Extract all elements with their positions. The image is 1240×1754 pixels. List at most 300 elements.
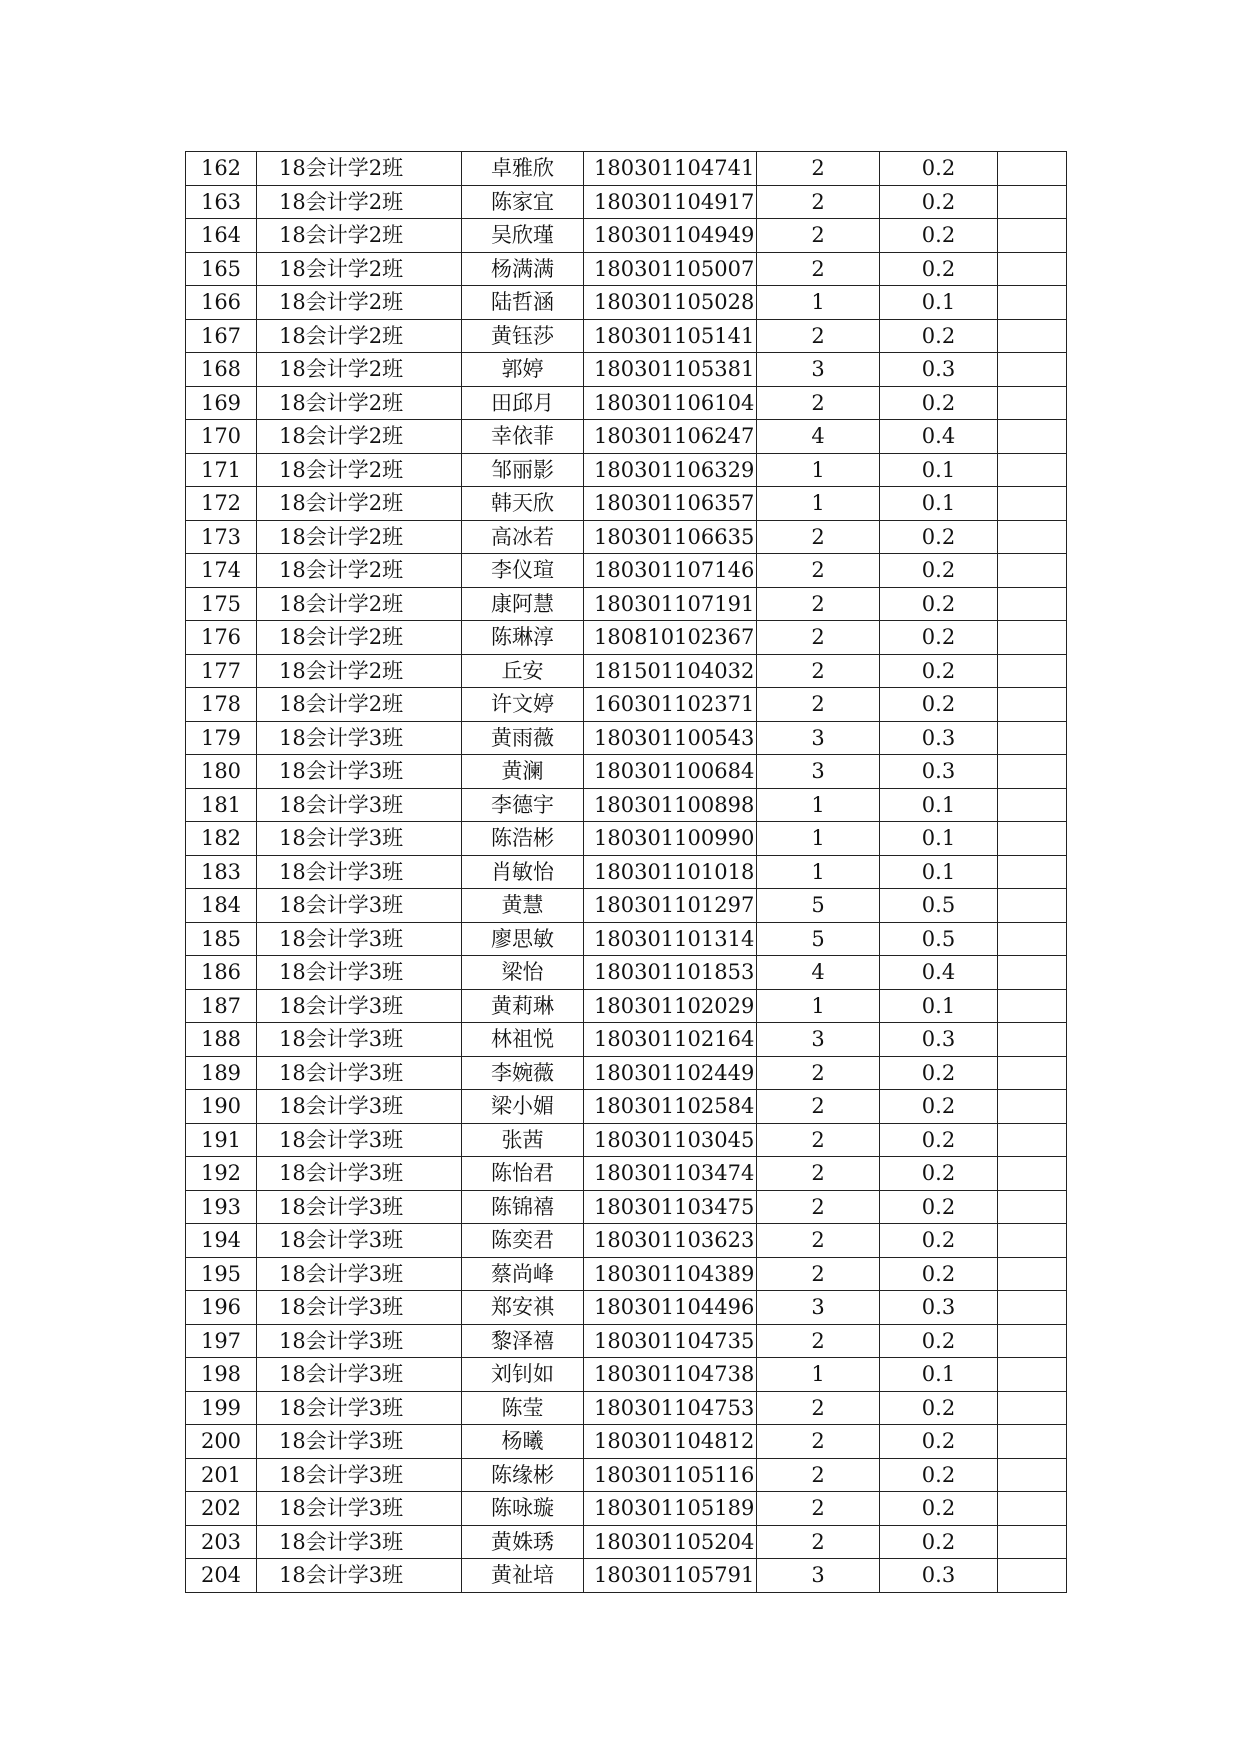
table-row [186,989,1067,1023]
student-id-cell: 180301102449 [584,1056,757,1090]
table-row [186,956,1067,990]
score-cell: 0.2 [880,587,998,621]
score-cell: 0.2 [880,152,998,186]
table-row [186,1023,1067,1057]
class-cell: 18会计学3班 [257,721,462,755]
student-id-cell: 180301107191 [584,587,757,621]
count-cell: 2 [757,1123,880,1157]
table-row [186,420,1067,454]
class-cell: 18会计学3班 [257,1023,462,1057]
count-cell: 2 [757,1257,880,1291]
class-cell: 18会计学2班 [257,319,462,353]
score-cell: 0.1 [880,788,998,822]
row-number-cell: 164 [186,219,257,253]
student-name-cell: 陈家宜 [462,185,584,219]
student-name-cell: 黄祉培 [462,1559,584,1593]
student-id-cell: 180301103474 [584,1157,757,1191]
student-name-cell: 陈浩彬 [462,822,584,856]
score-cell: 0.1 [880,1358,998,1392]
table-row [186,1425,1067,1459]
student-id-cell: 180301102029 [584,989,757,1023]
student-name-cell: 梁怡 [462,956,584,990]
score-cell: 0.1 [880,822,998,856]
table-row [186,1123,1067,1157]
note-cell [998,1559,1067,1593]
student-id-cell: 180301104389 [584,1257,757,1291]
note-cell [998,1425,1067,1459]
note-cell [998,554,1067,588]
student-id-cell: 180301104753 [584,1391,757,1425]
count-cell: 2 [757,587,880,621]
note-cell [998,219,1067,253]
class-cell: 18会计学3班 [257,1559,462,1593]
score-cell: 0.1 [880,453,998,487]
row-number-cell: 181 [186,788,257,822]
note-cell [998,755,1067,789]
class-cell: 18会计学2班 [257,688,462,722]
table-row [186,1224,1067,1258]
score-cell: 0.2 [880,1190,998,1224]
row-number-cell: 174 [186,554,257,588]
class-cell: 18会计学2班 [257,353,462,387]
note-cell [998,386,1067,420]
student-name-cell: 廖思敏 [462,922,584,956]
table-row [186,654,1067,688]
student-id-cell: 180301105028 [584,286,757,320]
student-name-cell: 郭婷 [462,353,584,387]
class-cell: 18会计学2班 [257,487,462,521]
count-cell: 3 [757,1559,880,1593]
student-name-cell: 刘钊如 [462,1358,584,1392]
student-name-cell: 陈莹 [462,1391,584,1425]
student-name-cell: 卓雅欣 [462,152,584,186]
count-cell: 4 [757,420,880,454]
score-cell: 0.2 [880,252,998,286]
score-cell: 0.2 [880,1492,998,1526]
note-cell [998,621,1067,655]
note-cell [998,1056,1067,1090]
row-number-cell: 175 [186,587,257,621]
table-row [186,621,1067,655]
score-cell: 0.2 [880,1224,998,1258]
row-number-cell: 189 [186,1056,257,1090]
table-row [186,487,1067,521]
note-cell [998,822,1067,856]
table-row [186,1391,1067,1425]
student-id-cell: 180301104949 [584,219,757,253]
count-cell: 2 [757,654,880,688]
note-cell [998,889,1067,923]
row-number-cell: 167 [186,319,257,353]
note-cell [998,1257,1067,1291]
score-cell: 0.5 [880,922,998,956]
count-cell: 2 [757,1492,880,1526]
student-id-cell: 180301105141 [584,319,757,353]
count-cell: 3 [757,1023,880,1057]
student-id-cell: 180301106329 [584,453,757,487]
note-cell [998,1090,1067,1124]
count-cell: 1 [757,989,880,1023]
student-id-cell: 180301105116 [584,1458,757,1492]
student-id-cell: 180301103623 [584,1224,757,1258]
table-row [186,286,1067,320]
table-row [186,353,1067,387]
score-cell: 0.2 [880,1090,998,1124]
score-cell: 0.1 [880,487,998,521]
class-cell: 18会计学2班 [257,520,462,554]
row-number-cell: 168 [186,353,257,387]
row-number-cell: 169 [186,386,257,420]
row-number-cell: 194 [186,1224,257,1258]
note-cell [998,855,1067,889]
row-number-cell: 190 [186,1090,257,1124]
note-cell [998,1358,1067,1392]
row-number-cell: 166 [186,286,257,320]
student-id-cell: 180301105189 [584,1492,757,1526]
student-name-cell: 陆哲涵 [462,286,584,320]
class-cell: 18会计学3班 [257,1224,462,1258]
note-cell [998,721,1067,755]
note-cell [998,1291,1067,1325]
note-cell [998,1525,1067,1559]
note-cell [998,1492,1067,1526]
score-cell: 0.1 [880,855,998,889]
roster-body [186,152,1067,1593]
note-cell [998,788,1067,822]
student-name-cell: 许文婷 [462,688,584,722]
student-name-cell: 林祖悦 [462,1023,584,1057]
student-name-cell: 康阿慧 [462,587,584,621]
student-id-cell: 180301102164 [584,1023,757,1057]
table-row [186,319,1067,353]
row-number-cell: 173 [186,520,257,554]
count-cell: 3 [757,755,880,789]
student-id-cell: 180301104917 [584,185,757,219]
row-number-cell: 192 [186,1157,257,1191]
student-id-cell: 180301105381 [584,353,757,387]
student-id-cell: 180301106104 [584,386,757,420]
student-name-cell: 黄钰莎 [462,319,584,353]
student-name-cell: 陈奕君 [462,1224,584,1258]
row-number-cell: 196 [186,1291,257,1325]
count-cell: 2 [757,219,880,253]
student-name-cell: 张茜 [462,1123,584,1157]
count-cell: 2 [757,319,880,353]
count-cell: 1 [757,453,880,487]
row-number-cell: 186 [186,956,257,990]
student-name-cell: 丘安 [462,654,584,688]
count-cell: 3 [757,721,880,755]
table-row [186,1056,1067,1090]
class-cell: 18会计学3班 [257,1123,462,1157]
note-cell [998,1123,1067,1157]
student-name-cell: 杨满满 [462,252,584,286]
class-cell: 18会计学2班 [257,587,462,621]
class-cell: 18会计学3班 [257,788,462,822]
student-id-cell: 180301101853 [584,956,757,990]
student-name-cell: 黄慧 [462,889,584,923]
class-cell: 18会计学3班 [257,1525,462,1559]
count-cell: 3 [757,353,880,387]
student-name-cell: 李德宇 [462,788,584,822]
count-cell: 1 [757,286,880,320]
note-cell [998,487,1067,521]
score-cell: 0.2 [880,554,998,588]
score-cell: 0.1 [880,989,998,1023]
count-cell: 2 [757,688,880,722]
row-number-cell: 179 [186,721,257,755]
table-row [186,688,1067,722]
student-id-cell: 180301100543 [584,721,757,755]
count-cell: 1 [757,822,880,856]
note-cell [998,688,1067,722]
score-cell: 0.2 [880,1324,998,1358]
count-cell: 2 [757,1056,880,1090]
table-row [186,520,1067,554]
count-cell: 2 [757,185,880,219]
note-cell [998,286,1067,320]
class-cell: 18会计学2班 [257,554,462,588]
student-id-cell: 180301105204 [584,1525,757,1559]
row-number-cell: 187 [186,989,257,1023]
student-name-cell: 邹丽影 [462,453,584,487]
student-name-cell: 郑安祺 [462,1291,584,1325]
class-cell: 18会计学2班 [257,185,462,219]
student-id-cell: 180301103045 [584,1123,757,1157]
student-id-cell: 181501104032 [584,654,757,688]
class-cell: 18会计学2班 [257,386,462,420]
note-cell [998,956,1067,990]
table-row [186,252,1067,286]
score-cell: 0.4 [880,956,998,990]
score-cell: 0.2 [880,1157,998,1191]
table-row [186,1358,1067,1392]
student-id-cell: 180301104738 [584,1358,757,1392]
score-cell: 0.2 [880,1056,998,1090]
student-id-cell: 180301104812 [584,1425,757,1459]
count-cell: 5 [757,889,880,923]
student-name-cell: 陈缘彬 [462,1458,584,1492]
table-row [186,185,1067,219]
table-row [186,554,1067,588]
row-number-cell: 201 [186,1458,257,1492]
class-cell: 18会计学3班 [257,1358,462,1392]
student-name-cell: 陈琳淳 [462,621,584,655]
class-cell: 18会计学2班 [257,453,462,487]
count-cell: 2 [757,1391,880,1425]
student-id-cell: 180301106635 [584,520,757,554]
roster-table [185,151,1067,1593]
score-cell: 0.2 [880,520,998,554]
row-number-cell: 170 [186,420,257,454]
row-number-cell: 180 [186,755,257,789]
count-cell: 5 [757,922,880,956]
score-cell: 0.2 [880,1123,998,1157]
row-number-cell: 176 [186,621,257,655]
score-cell: 0.1 [880,286,998,320]
score-cell: 0.2 [880,1391,998,1425]
note-cell [998,319,1067,353]
student-name-cell: 黎泽禧 [462,1324,584,1358]
score-cell: 0.3 [880,1559,998,1593]
student-name-cell: 幸依菲 [462,420,584,454]
row-number-cell: 171 [186,453,257,487]
row-number-cell: 183 [186,855,257,889]
student-name-cell: 肖敏怡 [462,855,584,889]
student-name-cell: 杨曦 [462,1425,584,1459]
table-row [186,855,1067,889]
row-number-cell: 177 [186,654,257,688]
count-cell: 2 [757,252,880,286]
score-cell: 0.2 [880,1458,998,1492]
row-number-cell: 163 [186,185,257,219]
row-number-cell: 184 [186,889,257,923]
student-name-cell: 黄澜 [462,755,584,789]
table-row [186,1559,1067,1593]
student-id-cell: 180301105007 [584,252,757,286]
student-id-cell: 180301104496 [584,1291,757,1325]
class-cell: 18会计学3班 [257,922,462,956]
note-cell [998,185,1067,219]
class-cell: 18会计学3班 [257,822,462,856]
score-cell: 0.3 [880,1023,998,1057]
row-number-cell: 197 [186,1324,257,1358]
table-row [186,152,1067,186]
class-cell: 18会计学3班 [257,1056,462,1090]
count-cell: 2 [757,1425,880,1459]
row-number-cell: 178 [186,688,257,722]
table-row [186,1257,1067,1291]
student-name-cell: 黄姝琇 [462,1525,584,1559]
student-name-cell: 陈咏璇 [462,1492,584,1526]
class-cell: 18会计学3班 [257,956,462,990]
note-cell [998,453,1067,487]
table-row [186,889,1067,923]
student-name-cell: 吴欣瑾 [462,219,584,253]
row-number-cell: 182 [186,822,257,856]
table-row [186,1324,1067,1358]
row-number-cell: 162 [186,152,257,186]
student-name-cell: 田邱月 [462,386,584,420]
class-cell: 18会计学3班 [257,1291,462,1325]
score-cell: 0.2 [880,621,998,655]
student-id-cell: 180301101314 [584,922,757,956]
class-cell: 18会计学2班 [257,420,462,454]
student-id-cell: 180301101297 [584,889,757,923]
student-name-cell: 韩天欣 [462,487,584,521]
student-name-cell: 黄雨薇 [462,721,584,755]
table-row [186,453,1067,487]
score-cell: 0.2 [880,1525,998,1559]
class-cell: 18会计学3班 [257,1425,462,1459]
table-row [186,219,1067,253]
student-name-cell: 高冰若 [462,520,584,554]
class-cell: 18会计学3班 [257,855,462,889]
row-number-cell: 198 [186,1358,257,1392]
student-id-cell: 180301105791 [584,1559,757,1593]
count-cell: 2 [757,554,880,588]
score-cell: 0.2 [880,1425,998,1459]
table-row [186,386,1067,420]
note-cell [998,420,1067,454]
count-cell: 2 [757,1157,880,1191]
count-cell: 2 [757,152,880,186]
note-cell [998,587,1067,621]
count-cell: 3 [757,1291,880,1325]
student-id-cell: 180301104741 [584,152,757,186]
score-cell: 0.2 [880,219,998,253]
class-cell: 18会计学3班 [257,1492,462,1526]
score-cell: 0.2 [880,654,998,688]
student-id-cell: 180301100684 [584,755,757,789]
student-id-cell: 180301106357 [584,487,757,521]
student-id-cell: 180301101018 [584,855,757,889]
table-row [186,721,1067,755]
row-number-cell: 193 [186,1190,257,1224]
class-cell: 18会计学2班 [257,219,462,253]
class-cell: 18会计学3班 [257,889,462,923]
student-name-cell: 黄莉琳 [462,989,584,1023]
note-cell [998,1224,1067,1258]
count-cell: 2 [757,621,880,655]
student-id-cell: 180301106247 [584,420,757,454]
count-cell: 1 [757,855,880,889]
note-cell [998,520,1067,554]
row-number-cell: 191 [186,1123,257,1157]
score-cell: 0.2 [880,688,998,722]
class-cell: 18会计学3班 [257,1458,462,1492]
student-id-cell: 180301107146 [584,554,757,588]
student-id-cell: 180301103475 [584,1190,757,1224]
student-id-cell: 180301100990 [584,822,757,856]
note-cell [998,989,1067,1023]
class-cell: 18会计学2班 [257,286,462,320]
note-cell [998,252,1067,286]
count-cell: 2 [757,1525,880,1559]
class-cell: 18会计学3班 [257,989,462,1023]
count-cell: 2 [757,1458,880,1492]
row-number-cell: 202 [186,1492,257,1526]
score-cell: 0.2 [880,185,998,219]
student-id-cell: 180301102584 [584,1090,757,1124]
class-cell: 18会计学3班 [257,1257,462,1291]
note-cell [998,353,1067,387]
student-name-cell: 梁小媚 [462,1090,584,1124]
note-cell [998,1023,1067,1057]
score-cell: 0.3 [880,353,998,387]
row-number-cell: 172 [186,487,257,521]
class-cell: 18会计学3班 [257,1391,462,1425]
class-cell: 18会计学3班 [257,1157,462,1191]
class-cell: 18会计学3班 [257,755,462,789]
student-name-cell: 李婉薇 [462,1056,584,1090]
score-cell: 0.4 [880,420,998,454]
student-id-cell: 160301102371 [584,688,757,722]
table-row [186,1291,1067,1325]
row-number-cell: 204 [186,1559,257,1593]
score-cell: 0.2 [880,319,998,353]
table-row [186,922,1067,956]
score-cell: 0.3 [880,755,998,789]
score-cell: 0.5 [880,889,998,923]
table-row [186,1458,1067,1492]
count-cell: 2 [757,1090,880,1124]
table-row [186,755,1067,789]
student-id-cell: 180810102367 [584,621,757,655]
table-row [186,1190,1067,1224]
table-row [186,822,1067,856]
class-cell: 18会计学2班 [257,252,462,286]
